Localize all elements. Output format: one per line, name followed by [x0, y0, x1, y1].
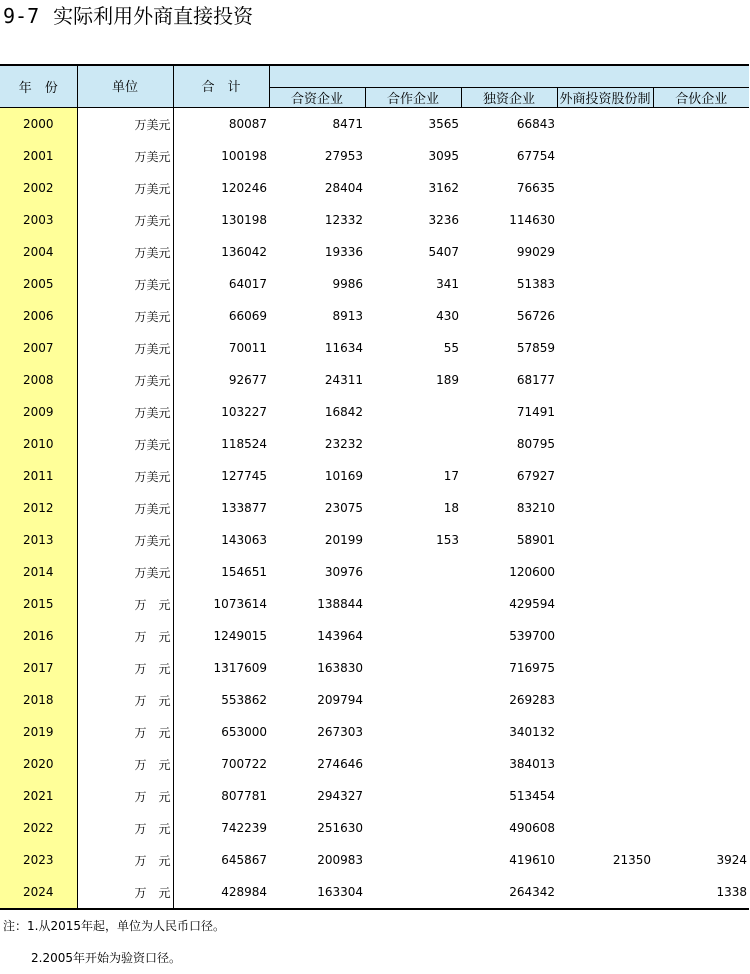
wholly-owned-cell: 490608 — [509, 821, 555, 835]
unit-cell: 万 元 — [77, 780, 173, 812]
total-cell: 1073614 — [213, 597, 267, 611]
joint-venture-cell: 19336 — [324, 245, 363, 259]
partnership-cell — [653, 364, 749, 396]
partnership-cell: 3924 — [716, 853, 748, 867]
unit-cell: 万美元 — [77, 396, 173, 428]
cooperative-cell — [365, 396, 461, 428]
unit-cell: 万美元 — [77, 492, 173, 524]
shareholding-cell — [557, 236, 653, 268]
joint-venture-cell: 200983 — [317, 853, 363, 867]
cooperative-cell — [365, 876, 461, 909]
joint-venture-cell: 143964 — [317, 629, 363, 643]
table-row — [0, 812, 749, 844]
partnership-cell — [653, 524, 749, 556]
shareholding-cell — [557, 268, 653, 300]
table-row — [0, 524, 749, 556]
partnership-cell — [653, 684, 749, 716]
unit-cell: 万美元 — [77, 556, 173, 588]
partnership-cell — [653, 460, 749, 492]
wholly-owned-cell: 66843 — [516, 117, 555, 131]
unit-cell: 万美元 — [77, 460, 173, 492]
partnership-cell — [653, 780, 749, 812]
partnership-cell — [653, 588, 749, 620]
year-cell: 2008 — [0, 364, 77, 396]
joint-venture-cell: 209794 — [317, 693, 363, 707]
table-row — [0, 876, 749, 909]
unit-cell: 万 元 — [77, 620, 173, 652]
table-number: 9-7 — [3, 4, 40, 28]
shareholding-cell — [557, 524, 653, 556]
footnote-1: 注：1.从2015年起，单位为人民币口径。 — [3, 919, 225, 933]
cooperative-cell: 3162 — [428, 181, 459, 195]
joint-venture-cell: 251630 — [317, 821, 363, 835]
joint-venture-cell: 23075 — [324, 501, 363, 515]
total-cell: 553862 — [221, 693, 267, 707]
header-subgroup — [269, 65, 749, 88]
wholly-owned-cell: 99029 — [516, 245, 555, 259]
shareholding-cell — [557, 780, 653, 812]
shareholding-cell — [557, 364, 653, 396]
joint-venture-cell: 267303 — [317, 725, 363, 739]
wholly-owned-cell: 80795 — [516, 437, 555, 451]
unit-cell: 万美元 — [77, 332, 173, 364]
cooperative-cell — [365, 556, 461, 588]
partnership-cell — [653, 108, 749, 141]
wholly-owned-cell: 384013 — [509, 757, 555, 771]
total-cell: 120246 — [221, 181, 267, 195]
shareholding-cell — [557, 556, 653, 588]
total-cell: 154651 — [221, 565, 267, 579]
joint-venture-cell: 23232 — [324, 437, 363, 451]
joint-venture-cell: 20199 — [324, 533, 363, 547]
year-cell: 2024 — [0, 876, 77, 909]
cooperative-cell — [365, 684, 461, 716]
total-cell: 1249015 — [213, 629, 267, 643]
wholly-owned-cell: 71491 — [516, 405, 555, 419]
table-row — [0, 684, 749, 716]
unit-cell: 万美元 — [77, 204, 173, 236]
year-cell: 2019 — [0, 716, 77, 748]
cooperative-cell — [365, 780, 461, 812]
cooperative-cell — [365, 428, 461, 460]
page-title — [3, 2, 253, 30]
year-cell: 2023 — [0, 844, 77, 876]
shareholding-cell — [557, 140, 653, 172]
year-cell: 2021 — [0, 780, 77, 812]
year-cell: 2004 — [0, 236, 77, 268]
unit-cell: 万美元 — [77, 172, 173, 204]
table-row — [0, 492, 749, 524]
table-row — [0, 748, 749, 780]
shareholding-cell — [557, 812, 653, 844]
investment-table — [0, 64, 749, 910]
partnership-cell — [653, 748, 749, 780]
wholly-owned-cell: 76635 — [516, 181, 555, 195]
partnership-cell — [653, 172, 749, 204]
joint-venture-cell: 163830 — [317, 661, 363, 675]
year-cell: 2017 — [0, 652, 77, 684]
total-cell: 136042 — [221, 245, 267, 259]
total-cell: 428984 — [173, 876, 269, 909]
total-cell: 742239 — [221, 821, 267, 835]
partnership-cell — [653, 428, 749, 460]
cooperative-cell: 430 — [436, 309, 459, 323]
year-cell: 2000 — [0, 108, 77, 141]
year-cell: 2007 — [0, 332, 77, 364]
shareholding-cell — [557, 172, 653, 204]
total-cell: 100198 — [221, 149, 267, 163]
cooperative-cell — [365, 652, 461, 684]
table-row — [0, 332, 749, 364]
year-cell: 2014 — [0, 556, 77, 588]
cooperative-cell: 3095 — [428, 149, 459, 163]
partnership-cell — [653, 620, 749, 652]
unit-cell: 万美元 — [77, 428, 173, 460]
table-row — [0, 844, 749, 876]
shareholding-cell — [557, 108, 653, 141]
unit-cell: 万 元 — [77, 588, 173, 620]
wholly-owned-cell: 67754 — [516, 149, 555, 163]
wholly-owned-cell: 120600 — [509, 565, 555, 579]
cooperative-cell — [365, 620, 461, 652]
wholly-owned-cell: 264342 — [461, 876, 557, 909]
partnership-cell — [653, 236, 749, 268]
shareholding-cell — [557, 588, 653, 620]
table-body — [0, 108, 749, 910]
unit-cell: 万 元 — [77, 812, 173, 844]
wholly-owned-cell: 114630 — [509, 213, 555, 227]
table-row — [0, 620, 749, 652]
cooperative-cell: 18 — [443, 501, 459, 515]
wholly-owned-cell: 716975 — [509, 661, 555, 675]
joint-venture-cell: 24311 — [324, 373, 363, 387]
year-cell: 2003 — [0, 204, 77, 236]
unit-cell: 万 元 — [77, 716, 173, 748]
table-row — [0, 556, 749, 588]
joint-venture-cell: 9986 — [332, 277, 363, 291]
wholly-owned-cell: 83210 — [516, 501, 555, 515]
table-row — [0, 780, 749, 812]
year-cell: 2022 — [0, 812, 77, 844]
table-row — [0, 268, 749, 300]
table-row — [0, 140, 749, 172]
cooperative-cell: 3236 — [428, 213, 459, 227]
joint-venture-cell: 10169 — [324, 469, 363, 483]
wholly-owned-cell: 513454 — [509, 789, 555, 803]
year-cell: 2016 — [0, 620, 77, 652]
partnership-cell — [653, 300, 749, 332]
year-cell: 2013 — [0, 524, 77, 556]
unit-cell: 万 元 — [77, 844, 173, 876]
cooperative-cell: 189 — [436, 373, 459, 387]
partnership-cell — [653, 812, 749, 844]
cooperative-cell: 3565 — [428, 117, 459, 131]
shareholding-cell — [557, 716, 653, 748]
wholly-owned-cell: 269283 — [509, 693, 555, 707]
year-cell: 2006 — [0, 300, 77, 332]
cooperative-cell — [365, 812, 461, 844]
year-cell: 2002 — [0, 172, 77, 204]
year-cell: 2020 — [0, 748, 77, 780]
year-cell: 2011 — [0, 460, 77, 492]
shareholding-cell — [557, 300, 653, 332]
unit-cell: 万 元 — [77, 652, 173, 684]
cooperative-cell — [365, 716, 461, 748]
year-cell: 2009 — [0, 396, 77, 428]
header-partnership: 合伙企业 — [653, 88, 749, 108]
shareholding-cell — [557, 876, 653, 909]
wholly-owned-cell: 67927 — [516, 469, 555, 483]
shareholding-cell — [557, 620, 653, 652]
joint-venture-cell: 8913 — [332, 309, 363, 323]
cooperative-cell: 55 — [443, 341, 459, 355]
total-cell: 103227 — [221, 405, 267, 419]
partnership-cell — [653, 716, 749, 748]
header-joint-venture: 合资企业 — [269, 88, 365, 108]
total-cell: 700722 — [221, 757, 267, 771]
wholly-owned-cell: 539700 — [509, 629, 555, 643]
cooperative-cell — [365, 588, 461, 620]
table-row — [0, 396, 749, 428]
total-cell: 66069 — [228, 309, 267, 323]
cooperative-cell: 153 — [436, 533, 459, 547]
joint-venture-cell: 294327 — [317, 789, 363, 803]
header-unit: 单位 — [77, 65, 173, 108]
total-cell: 807781 — [221, 789, 267, 803]
shareholding-cell — [557, 460, 653, 492]
year-cell: 2010 — [0, 428, 77, 460]
table-row — [0, 108, 749, 141]
header-cooperative: 合作企业 — [365, 88, 461, 108]
header-year: 年 份 — [0, 65, 77, 108]
total-cell: 70011 — [228, 341, 267, 355]
unit-cell: 万美元 — [77, 300, 173, 332]
joint-venture-cell: 16842 — [324, 405, 363, 419]
unit-cell: 万美元 — [77, 108, 173, 141]
wholly-owned-cell: 429594 — [509, 597, 555, 611]
shareholding-cell — [557, 748, 653, 780]
joint-venture-cell: 274646 — [317, 757, 363, 771]
total-cell: 80087 — [228, 117, 267, 131]
year-cell: 2015 — [0, 588, 77, 620]
table-row — [0, 428, 749, 460]
joint-venture-cell: 27953 — [324, 149, 363, 163]
table-row — [0, 652, 749, 684]
total-cell: 130198 — [221, 213, 267, 227]
joint-venture-cell: 163304 — [269, 876, 365, 909]
shareholding-cell — [557, 684, 653, 716]
partnership-cell: 1338 — [653, 876, 749, 909]
unit-cell: 万美元 — [77, 268, 173, 300]
table-title: 实际利用外商直接投资 — [53, 4, 254, 28]
partnership-cell — [653, 652, 749, 684]
wholly-owned-cell: 68177 — [516, 373, 555, 387]
shareholding-cell — [557, 652, 653, 684]
total-cell: 118524 — [221, 437, 267, 451]
year-cell: 2012 — [0, 492, 77, 524]
table-row — [0, 460, 749, 492]
shareholding-cell — [557, 492, 653, 524]
unit-cell: 万 元 — [77, 748, 173, 780]
unit-cell: 万美元 — [77, 236, 173, 268]
shareholding-cell — [557, 204, 653, 236]
partnership-cell — [653, 332, 749, 364]
footnote-2: 2.2005年开始为验资口径。 — [31, 951, 181, 965]
shareholding-cell — [557, 428, 653, 460]
total-cell: 1317609 — [213, 661, 267, 675]
year-cell: 2018 — [0, 684, 77, 716]
header-total: 合 计 — [173, 65, 269, 108]
partnership-cell — [653, 396, 749, 428]
total-cell: 127745 — [221, 469, 267, 483]
wholly-owned-cell: 51383 — [516, 277, 555, 291]
header-shareholding: 外商投资股份制 — [557, 88, 653, 108]
table-row — [0, 300, 749, 332]
joint-venture-cell: 30976 — [324, 565, 363, 579]
table-row — [0, 364, 749, 396]
header-wholly-owned: 独资企业 — [461, 88, 557, 108]
total-cell: 92677 — [228, 373, 267, 387]
joint-venture-cell: 8471 — [332, 117, 363, 131]
total-cell: 653000 — [221, 725, 267, 739]
wholly-owned-cell: 56726 — [516, 309, 555, 323]
table-row — [0, 588, 749, 620]
joint-venture-cell: 11634 — [324, 341, 363, 355]
shareholding-cell — [557, 332, 653, 364]
joint-venture-cell: 12332 — [324, 213, 363, 227]
unit-cell: 万美元 — [77, 364, 173, 396]
shareholding-cell: 21350 — [612, 853, 651, 867]
total-cell: 133877 — [221, 501, 267, 515]
cooperative-cell: 341 — [436, 277, 459, 291]
wholly-owned-cell: 57859 — [516, 341, 555, 355]
cooperative-cell — [365, 844, 461, 876]
joint-venture-cell: 28404 — [324, 181, 363, 195]
unit-cell: 万美元 — [77, 524, 173, 556]
table-row — [0, 236, 749, 268]
wholly-owned-cell: 340132 — [509, 725, 555, 739]
unit-cell: 万 元 — [77, 876, 173, 909]
total-cell: 143063 — [221, 533, 267, 547]
wholly-owned-cell: 419610 — [509, 853, 555, 867]
cooperative-cell — [365, 748, 461, 780]
table-row — [0, 204, 749, 236]
year-cell: 2001 — [0, 140, 77, 172]
partnership-cell — [653, 204, 749, 236]
total-cell: 64017 — [228, 277, 267, 291]
partnership-cell — [653, 140, 749, 172]
unit-cell: 万 元 — [77, 684, 173, 716]
cooperative-cell: 17 — [443, 469, 459, 483]
partnership-cell — [653, 268, 749, 300]
wholly-owned-cell: 58901 — [516, 533, 555, 547]
cooperative-cell: 5407 — [428, 245, 459, 259]
year-cell: 2005 — [0, 268, 77, 300]
partnership-cell — [653, 492, 749, 524]
shareholding-cell — [557, 396, 653, 428]
footnotes — [3, 910, 225, 974]
table-row — [0, 716, 749, 748]
unit-cell: 万美元 — [77, 140, 173, 172]
table-row — [0, 172, 749, 204]
joint-venture-cell: 138844 — [317, 597, 363, 611]
total-cell: 645867 — [221, 853, 267, 867]
partnership-cell — [653, 556, 749, 588]
